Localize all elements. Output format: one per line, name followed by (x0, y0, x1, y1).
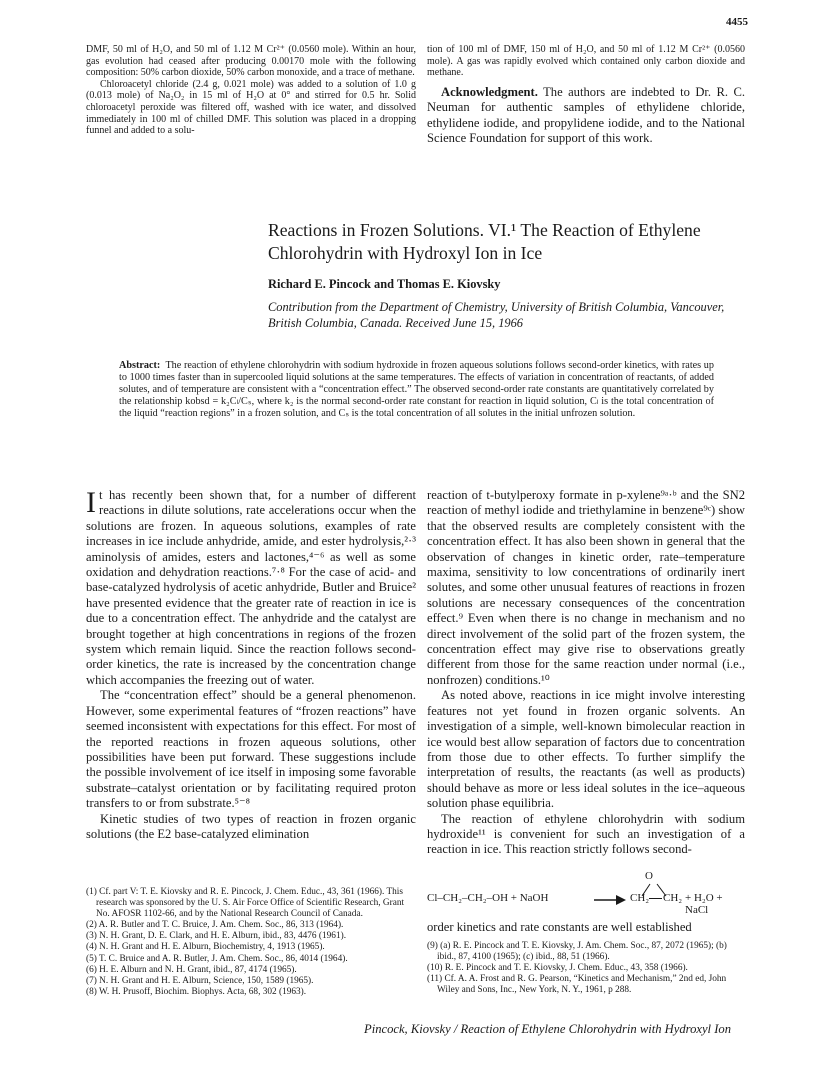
acknowledgment (427, 85, 745, 147)
footnote: (6) H. E. Alburn and N. H. Grant, ibid., 87, 4174 (1965). (86, 964, 297, 975)
experimental-paragraph: DMF, 50 ml of H₂O, and 50 ml of 1.12 M Cr²⁺ (0.0560 mole). Within an hour, gas evolution had ceased after producing 0.00170 mole with the following composition: 50% carbon dioxide, 50% carbon monoxide, and a trace of methane. (86, 44, 416, 79)
footnote: (10) R. E. Pincock and T. E. Kiovsky, J. Chem. Educ., 43, 358 (1966). (427, 963, 688, 974)
running-footer: Pincock, Kiovsky / Reaction of Ethylene Chlorohydrin with Hydroxyl Ion (364, 1022, 731, 1036)
footnote: (9) (a) R. E. Pincock and T. E. Kiovsky, J. Am. Chem. Soc., 87, 2072 (1965); (b) ibid., 87, 4100 (1965); (c) ibid., 88, 51 (1966). (427, 941, 727, 963)
left-footnotes (86, 887, 416, 998)
authors: Richard E. Pincock and Thomas E. Kiovsky (268, 277, 501, 291)
epoxide-oxygen: O (645, 870, 653, 882)
footnote: (1) Cf. part V: T. E. Kiovsky and R. E. Pincock, J. Chem. Educ., 43, 361 (1966). This research was sponsored by the U. S. Air Force Office of Scientific Research, Grant No. AFOSR 1102-66, and by the National Research Council of Canada. (86, 887, 405, 920)
right-column (427, 488, 745, 858)
footnote: (5) T. C. Bruice and A. R. Butler, J. Am. Chem. Soc., 86, 4014 (1964). (86, 953, 348, 964)
affiliation: Contribution from the Department of Chemistry, University of British Columbia, Vancouver, British Columbia, Canada. Received June 15, 1966 (268, 300, 725, 330)
epoxide-ch2-left: CH₂ (630, 892, 650, 904)
left-column (86, 488, 416, 842)
right-column-continued (427, 920, 745, 935)
body-paragraph: reaction of t-butylperoxy formate in p-xylene⁹ᵃ·ᵇ and the SN2 reaction of methyl iodide and triethylamine in benzene⁹ᶜ) show that the observed results are completely consistent with the concentration effect. It has also been shown in general that the observation of changes in kinetic order, rate–temperature maxima, sensitivity to low concentrations of ordinarily inert solutes, and some other unusual features of reactions in frozen solutions are necessary consequences of the concentration effect.⁹ Even when there is no change in mechanism and no direct involvement of the solid part of the frozen system, the concentration effect may give rise to observations greatly different from those for the same reaction under normal (i.e., nonfrozen) conditions.¹⁰ (427, 488, 745, 687)
top-left-column (86, 44, 416, 137)
scheme-reactants: Cl–CH₂–CH₂–OH + NaOH (427, 892, 549, 904)
body-paragraph: Kinetic studies of two types of reaction in frozen organic solutions (the E2 base-catalyzed elimination (86, 811, 416, 841)
abstract (119, 360, 714, 420)
acknowledgment-text: The authors are indebted to Dr. R. C. Neuman for authentic samples of ethylidene chloride, ethylidene iodide, and propylidene iodide, and to the National Science Foundation for support of this work. (427, 84, 745, 145)
abstract-label: Abstract: (119, 360, 161, 371)
body-paragraph: The “concentration effect” should be a general phenomenon. However, some experimental features of “frozen reactions” have seemed inconsistent with expectations for this effect. For most of the reported reactions in frozen aqueous solutions, other possibilities have been put forward. These suggestions include the possible involvement of ice itself in imposing some favorable substrate–catalyst orientation or by facilitating required proton transfers to or from substrate.⁵⁻⁸ (86, 688, 416, 811)
footnote: (3) N. H. Grant, D. E. Clark, and H. E. Alburn, ibid., 83, 4476 (1961). (86, 931, 347, 942)
epoxide-cc-bond (649, 898, 662, 899)
reaction-scheme (427, 868, 745, 916)
footnote: (4) N. H. Grant and H. E. Alburn, Biochemistry, 4, 1913 (1965). (86, 942, 325, 953)
footnote: (2) A. R. Butler and T. C. Bruice, J. Am. Chem. Soc., 86, 313 (1964). (86, 920, 344, 931)
experimental-paragraph: Chloroacetyl chloride (2.4 g, 0.021 mole) was added to a solution of 1.0 g (0.013 mole) of Na₂O₂ in 15 ml of H₂O at 0° and stirred for 0.5 hr. Solid chloroacetyl peroxide was filtered off, washed with ice water, and dissolved immediately in 100 ml of chilled DMF. This solution was placed in a dropping funnel and added to a solu- (86, 78, 416, 137)
experimental-paragraph: tion of 100 ml of DMF, 150 ml of H₂O, and 50 ml of 1.12 M Cr²⁺ (0.0560 mole). A gas was rapidly evolved which contained only carbon dioxide and methane. (427, 44, 745, 79)
scheme-products: + H₂O + NaCl (685, 892, 723, 916)
body-paragraph: order kinetics and rate constants are well established (427, 920, 692, 934)
body-paragraph: As noted above, reactions in ice might involve interesting features not yet found in frozen organic solvents. An investigation of a simple, well-known bimolecular reaction in ice would best allow separation of factors due to concentration from those due to other effects. To further simplify the interpretation of results, the reactants (as well as products) should behave as more or less ideal solutes in the ice–aqueous solution phase equilibria. (427, 688, 745, 811)
footnote: (11) Cf. A. A. Frost and R. G. Pearson, “Kinetics and Mechanism,” 2nd ed, John Wiley and Sons, Inc., New York, N. Y., 1961, p 288. (427, 974, 727, 996)
acknowledgment-heading: Acknowledgment. (441, 84, 538, 99)
body-paragraph: It has recently been shown that, for a number of different reactions in dilute solutions, rate accelerations occur when the solutions are frozen. In aqueous solutions, examples of rate increases in ice include anhydride, amide, and ester hydrolysis,²·³ aminolysis of amides, esters and lactones,⁴⁻⁶ as well as some oxidation and dehydration reactions.⁷·⁸ For the case of acid- and base-catalyzed hydrolysis of acetic anhydride, Butler and Bruice² have presented evidence that the greater rate of reaction in ice is due to a concentration effect. The anhydride and the catalyst are brought together at high concentrations in regions of the frozen system which remain liquid. Since the reaction follows second-order kinetics, the rate is increased by the concentration change which accompanies the freezing out of water. (86, 486, 416, 687)
footnote: (8) W. H. Prusoff, Biochim. Biophys. Acta, 68, 302 (1963). (86, 986, 307, 997)
drop-cap: I (86, 486, 96, 519)
reaction-arrow (593, 893, 627, 907)
page-number: 4455 (726, 16, 748, 28)
abstract-text: The reaction of ethylene chlorohydrin with sodium hydroxide in frozen aqueous solutions follows second-order kinetics, with rates up to 1000 times faster than in supercooled liquid solutions at the same temperatures. The effects of variation in concentration of reactants, of added solutes, and of temperature are consistent with a “concentration effect.” The observed second-order rate constants are quantitatively correlated by the relationship kobsd = k₂Cₗ/Cₛ, where k₂ is the normal second-order rate constant for reaction in liquid solution, Cₗ is the total concentration of the liquid “reaction regions” in a frozen solution, and Cₛ is the total concentration of all solutes in the initial unfrozen solution. (119, 360, 714, 419)
right-footnotes (427, 941, 745, 996)
top-right-column (427, 44, 745, 146)
body-paragraph: The reaction of ethylene chlorohydrin with sodium hydroxide¹¹ is convenient for such an investigation of a reaction in ice. This reaction strictly follows second- (427, 811, 745, 857)
article-title: Reactions in Frozen Solutions. VI.¹ The Reaction of Ethylene Chlorohydrin with Hydroxyl Ion in Ice (268, 220, 701, 263)
footnote: (7) N. H. Grant and H. E. Alburn, Science, 150, 1589 (1965). (86, 975, 314, 986)
epoxide-ch2-right: CH₂ (663, 892, 683, 904)
